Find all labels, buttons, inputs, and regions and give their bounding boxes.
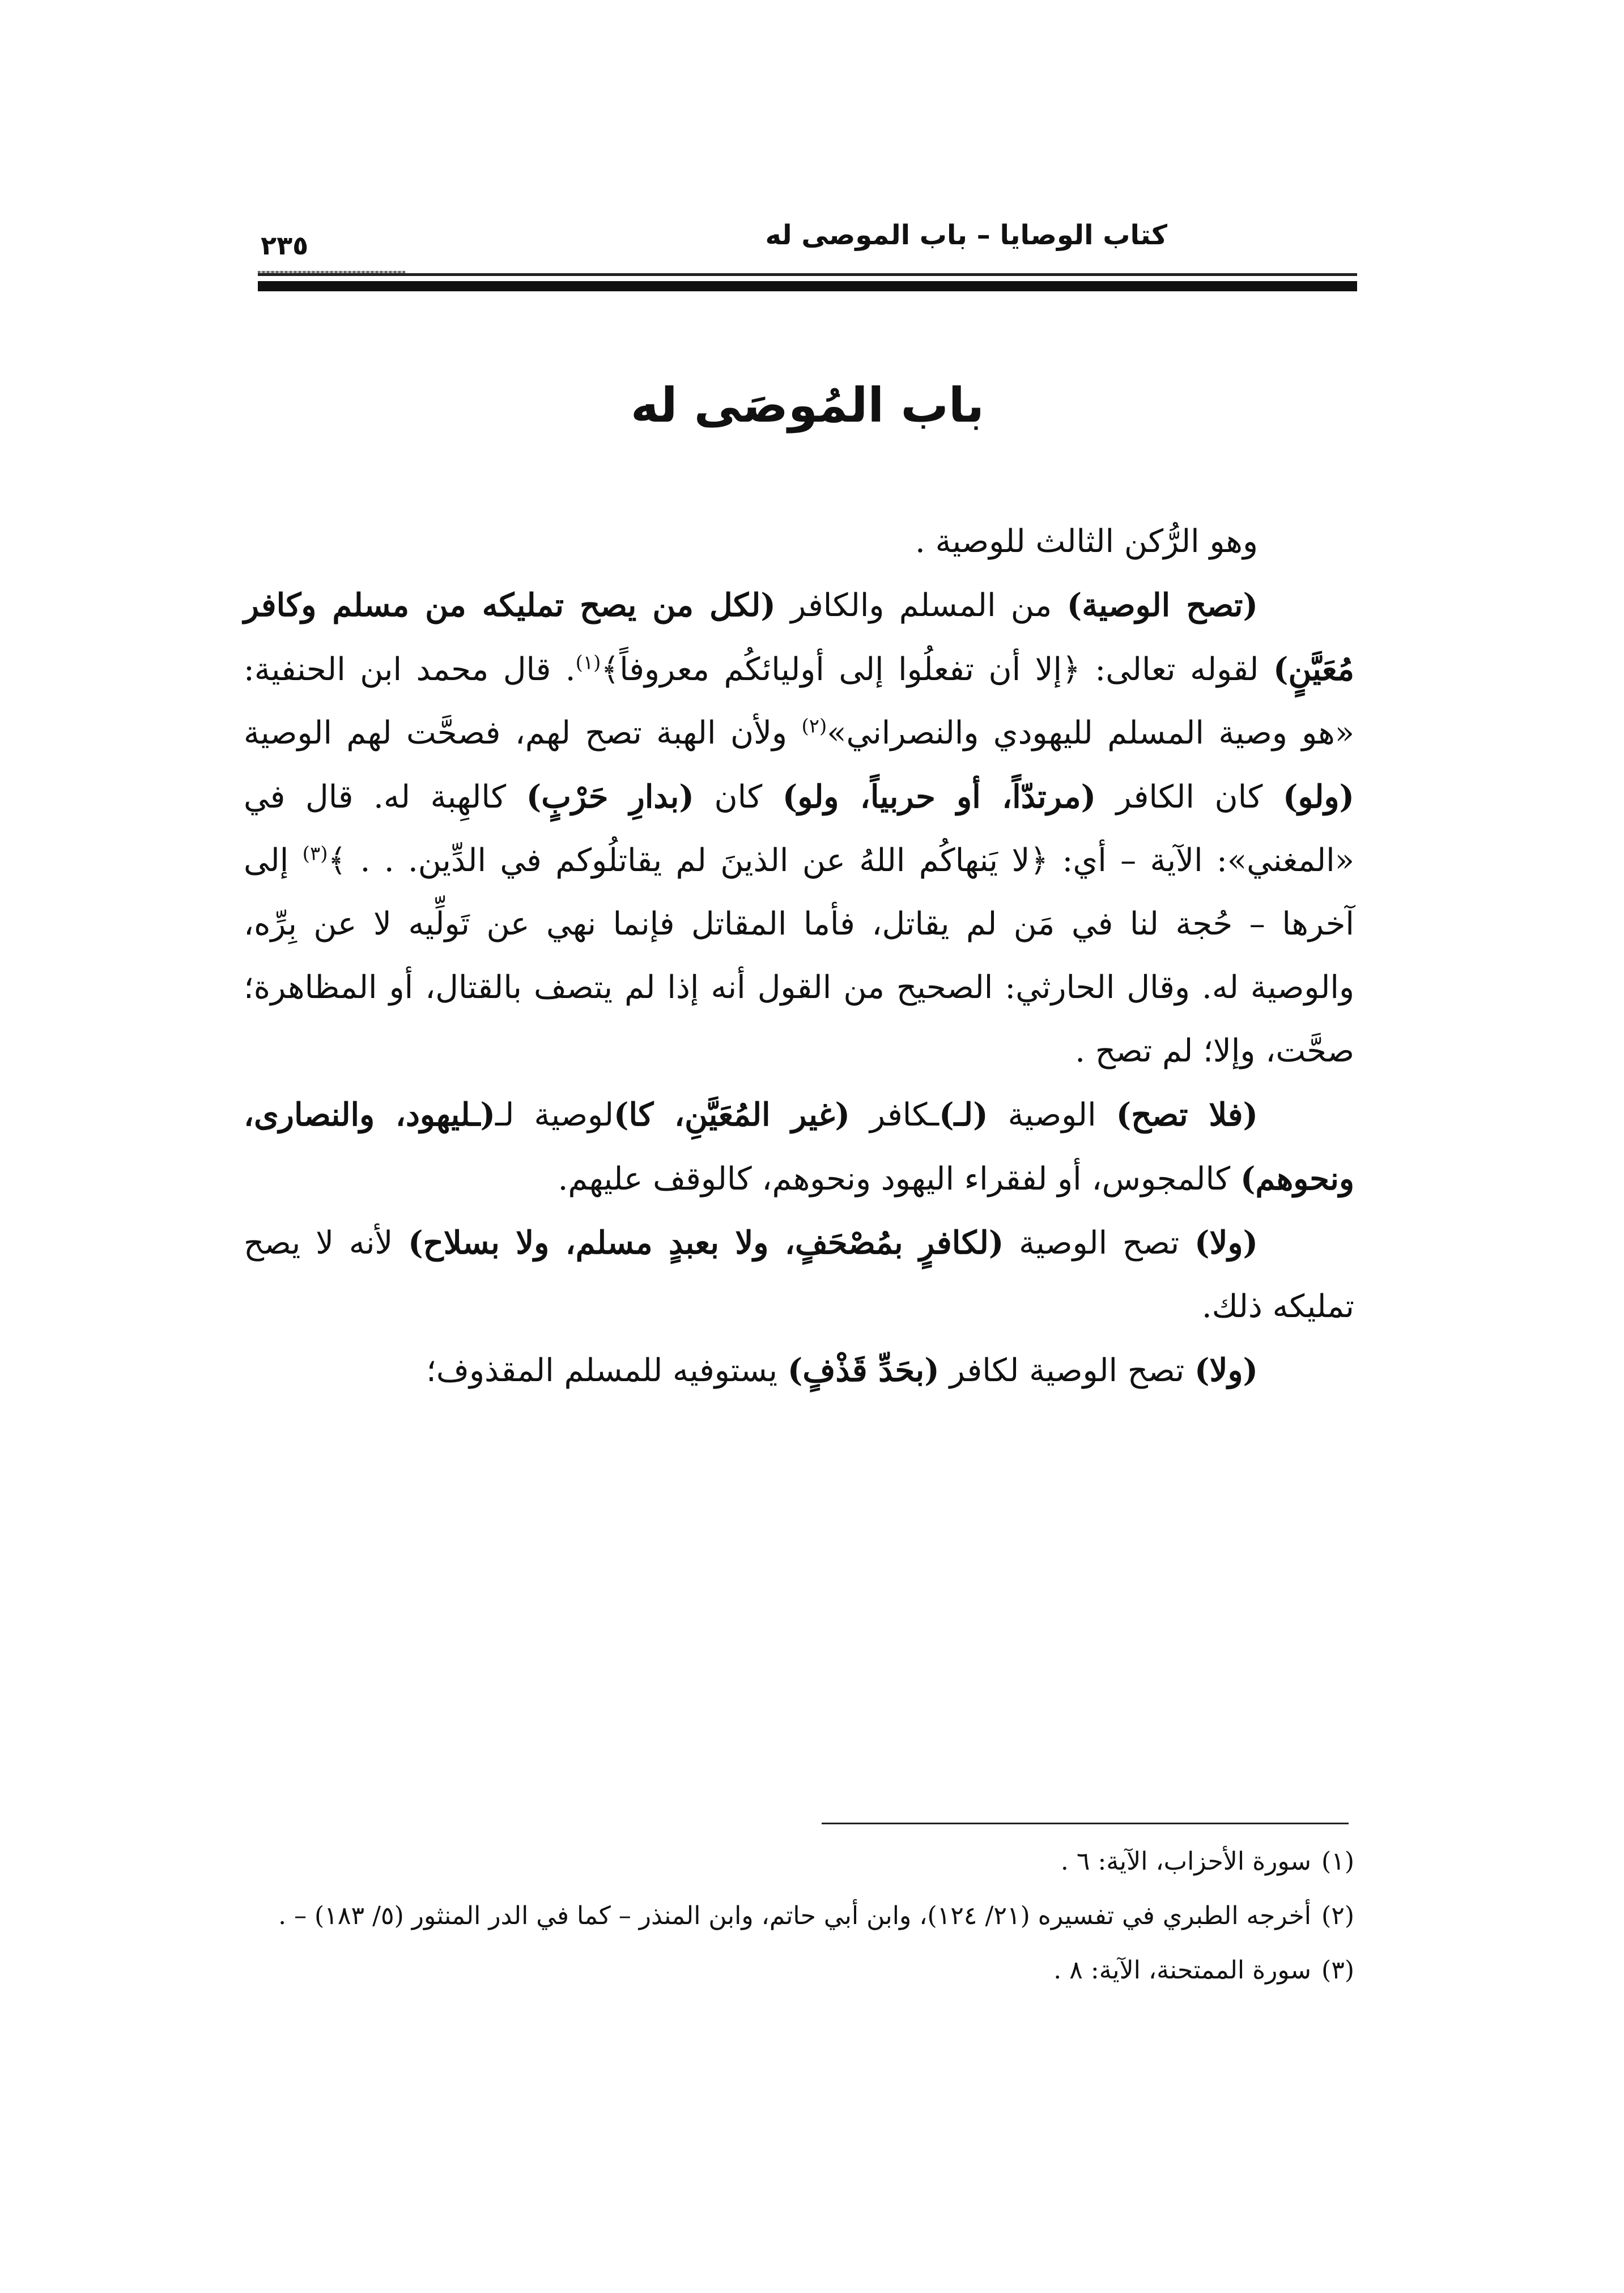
matn-text: (ولا) xyxy=(1194,1352,1258,1389)
matn-text: (غير المُعَيَّنِ، كا) xyxy=(614,1096,850,1133)
footnote-2 xyxy=(244,1891,1354,1942)
running-header xyxy=(261,215,1354,261)
matn-text: (ـليهود، والنصارى، ونحوهم) xyxy=(244,1096,1354,1198)
page-number: ٢٣٥ xyxy=(261,230,309,261)
matn-text: (تصح الوصية) xyxy=(1066,587,1258,624)
sharh-text: لقوله تعالى: ﴿إلا أن تفعلُوا إلى أوليائكُم معروفاً﴾ xyxy=(601,651,1273,688)
matn-text: (لـ) xyxy=(939,1096,988,1133)
header-rule-thin xyxy=(258,273,1357,276)
footnote-number: (١) xyxy=(1321,1847,1354,1876)
main-text xyxy=(244,510,1354,1403)
sharh-text: لوصية لـ xyxy=(495,1097,614,1133)
footnote-text: سورة الأحزاب، الآية: ٦ . xyxy=(1060,1847,1312,1876)
matn-text: (ولو) xyxy=(1283,778,1355,816)
footnote-number: (٣) xyxy=(1321,1956,1354,1985)
sharh-text: ـكافر xyxy=(849,1097,939,1133)
sharh-text: يستوفيه للمسلم المقذوف؛ xyxy=(426,1352,788,1389)
running-title: كتاب الوصايا – باب الموصى له xyxy=(765,219,1167,251)
matn-text: (لكافرٍ بمُصْحَفٍ، ولا بعبدٍ مسلم، ولا بسلاح) xyxy=(408,1224,1004,1262)
footnote-text: أخرجه الطبري في تفسيره (٢١/ ١٢٤)، وابن أبي حاتم، وابن المنذر – كما في الدر المنثور (٥/ ١٨٣) – . xyxy=(278,1901,1312,1930)
sharh-text: من المسلم والكافر xyxy=(775,587,1067,624)
sharh-text: الوصية xyxy=(988,1097,1116,1133)
sharh-text: كان الكافر xyxy=(1096,779,1283,816)
sharh-text: تصح الوصية xyxy=(1004,1225,1195,1262)
sharh-text: لأنه لا يصح تمليكه ذلك. xyxy=(244,1225,1354,1325)
matn-text: (فلا تصح) xyxy=(1116,1096,1258,1133)
paragraph-3 xyxy=(244,1083,1354,1211)
paragraph-1 xyxy=(244,510,1354,574)
footnote-ref-2[interactable]: (٢) xyxy=(801,715,827,738)
matn-text: (ولا) xyxy=(1194,1224,1259,1262)
sharh-text: كالمجوس، أو لفقراء اليهود ونحوهم، كالوقف عليهم. xyxy=(558,1161,1240,1198)
matn-text: (بدارِ حَرْبٍ) xyxy=(526,778,694,816)
sharh-text: ولأن الهبة تصح لهم، فصحَّت لهم الوصية xyxy=(244,715,802,751)
header-rule-thick xyxy=(258,281,1357,291)
sharh-text: كان xyxy=(694,779,783,816)
paragraph-5 xyxy=(244,1339,1354,1403)
paragraph-4 xyxy=(244,1211,1354,1339)
paragraph-2 xyxy=(244,574,1354,1083)
matn-text: (مرتدّاً، أو حربياً، ولو) xyxy=(782,778,1096,816)
paragraph-1-text: وهو الرُّكن الثالث للوصية . xyxy=(915,523,1258,560)
footnote-ref-1[interactable]: (١) xyxy=(575,651,601,674)
footnote-ref-3[interactable]: (٣) xyxy=(302,842,328,865)
footnote-3 xyxy=(244,1945,1354,1996)
sharh-text: تصح الوصية لكافر xyxy=(939,1352,1195,1389)
sharh-text: إلى آخرها – حُجة لنا في مَن لم يقاتل، فأما المقاتل فإنما نهي عن تَولِّيه لا عن بِرِّه، والوصية له. وقال الحارثي: الصحيح من القول أنه إذا لم يتصف بالقتال، أو المظاهرة؛ صحَّت، وإلا؛ لم تصح . xyxy=(244,842,1354,1069)
footnotes xyxy=(244,1836,1354,1999)
chapter-title: باب المُوصَى له xyxy=(631,377,984,433)
footnote-1 xyxy=(244,1836,1354,1887)
sharh-text: كالهِبة له. قال في «المغني»: الآية – أي: ﴿لا يَنهاكُم اللهُ عن الذينَ لم يقاتلُوكم في الدِّين. . . ﴾ xyxy=(244,779,1354,879)
matn-text: (لكل من يصح تمليكه من مسلم وكافر مُعَيَّنٍ) xyxy=(244,587,1354,688)
footnote-number: (٢) xyxy=(1321,1901,1354,1930)
matn-text: (بحَدِّ قَذْفٍ) xyxy=(787,1352,939,1389)
footnote-text: سورة الممتحنة، الآية: ٨ . xyxy=(1053,1956,1312,1985)
sharh-text: . قال محمد ابن الحنفية: «هو وصية المسلم لليهودي والنصراني» xyxy=(244,651,1355,751)
footnote-separator xyxy=(822,1823,1349,1824)
